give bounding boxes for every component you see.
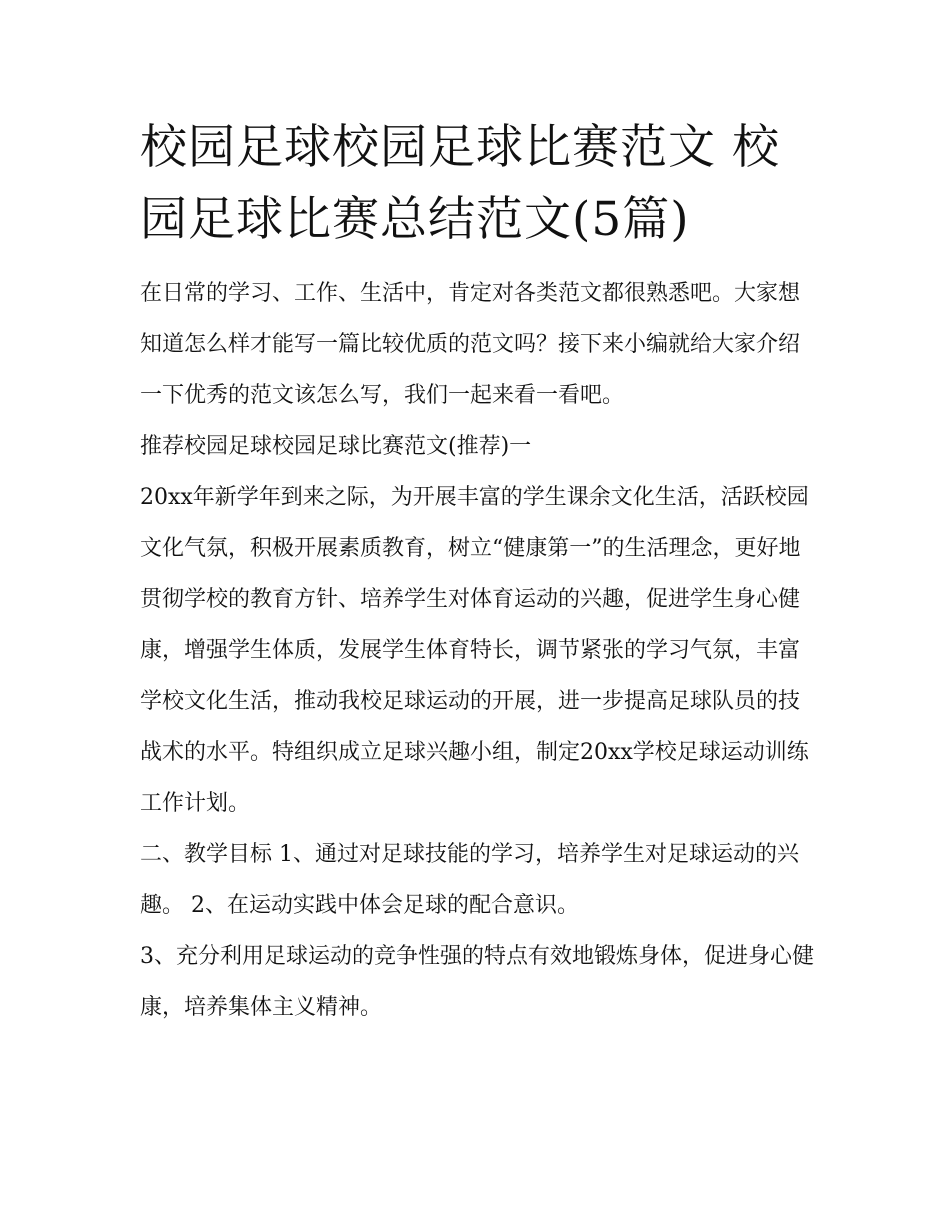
document-page: [140, 112, 820, 1033]
teaching-goals-paragraph: 二、教学目标 1、通过对足球技能的学习，培养学生对足球运动的兴趣。 2、在运动实践中体会足球的配合意识。: [140, 842, 799, 918]
goal-three-paragraph: 3、充分利用足球运动的竞争性强的特点有效地锻炼身体，促进身心健康，培养集体主义精神。: [140, 944, 814, 1020]
section-heading: 推荐校园足球校园足球比赛范文(推荐)一: [140, 434, 532, 459]
document-title: 校园足球校园足球比赛范文 校园足球比赛总结范文(5篇): [140, 120, 780, 247]
intro-paragraph: 在日常的学习、工作、生活中，肯定对各类范文都很熟悉吧。大家想知道怎么样才能写一篇比较优质的范文吗？接下来小编就给大家介绍一下优秀的范文该怎么写，我们一起来看一看吧。: [140, 281, 801, 408]
body-paragraph: 20xx年新学年到来之际，为开展丰富的学生课余文化生活，活跃校园文化气氛，积极开展素质教育，树立“健康第一”的生活理念，更好地贯彻学校的教育方针、培养学生对体育运动的兴趣，促进学生身心健康，增强学生体质，发展学生体育特长，调节紧张的学习气氛，丰富学校文化生活，推动我校足球运动的开展，进一步提高足球队员的技战术的水平。特组织成立足球兴趣小组，制定20xx学校足球运动训练工作计划。: [140, 485, 809, 816]
